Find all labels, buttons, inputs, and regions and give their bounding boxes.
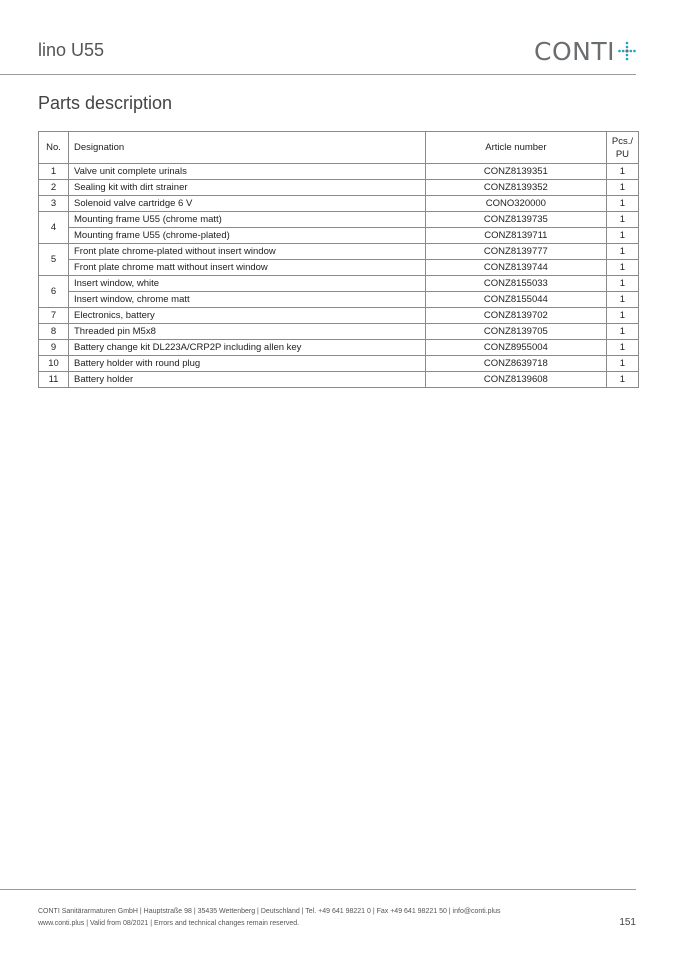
table-row — [39, 212, 639, 228]
cell-article-number: CONZ8155044 — [425, 292, 606, 308]
cell-article-number: CONZ8155033 — [425, 276, 606, 292]
cell-pcs-pu: 1 — [606, 180, 638, 196]
cell-article-number: CONZ8139711 — [425, 228, 606, 244]
cell-pcs-pu: 1 — [606, 228, 638, 244]
cell-no: 4 — [39, 212, 69, 244]
cell-no: 3 — [39, 196, 69, 212]
cell-no: 1 — [39, 164, 69, 180]
document-title: lino U55 — [38, 40, 105, 60]
cell-designation: Battery change kit DL223A/CRP2P including allen key — [69, 340, 426, 356]
cell-pcs-pu: 1 — [606, 292, 638, 308]
cell-article-number: CONZ8139702 — [425, 308, 606, 324]
header-no: No. — [39, 132, 69, 164]
cell-designation: Insert window, chrome matt — [69, 292, 426, 308]
cell-no: 5 — [39, 244, 69, 276]
table-row — [39, 308, 639, 324]
cell-no: 6 — [39, 276, 69, 308]
table-row — [39, 340, 639, 356]
header-pcs-line1: Pcs./ — [611, 135, 633, 147]
cell-designation: Solenoid valve cartridge 6 V — [69, 196, 426, 212]
cell-pcs-pu: 1 — [606, 212, 638, 228]
cell-designation: Mounting frame U55 (chrome-plated) — [69, 228, 426, 244]
cell-designation: Mounting frame U55 (chrome matt) — [69, 212, 426, 228]
cell-no: 10 — [39, 356, 69, 372]
section-title: Parts description — [38, 93, 173, 113]
table-row — [39, 196, 639, 212]
table-row — [39, 276, 639, 292]
table-row — [39, 324, 639, 340]
cell-no: 11 — [39, 372, 69, 388]
cell-article-number: CONZ8139705 — [425, 324, 606, 340]
footer-divider — [0, 889, 636, 890]
cell-pcs-pu: 1 — [606, 308, 638, 324]
table-row — [39, 180, 639, 196]
table-row — [39, 292, 639, 308]
cell-no: 9 — [39, 340, 69, 356]
page-number: 151 — [619, 917, 636, 928]
table-row — [39, 164, 639, 180]
cell-article-number: CONZ8139777 — [425, 244, 606, 260]
cell-no: 8 — [39, 324, 69, 340]
cell-designation: Battery holder with round plug — [69, 356, 426, 372]
table-row — [39, 228, 639, 244]
conti-cross-logo-icon — [618, 41, 636, 61]
cell-designation: Insert window, white — [69, 276, 426, 292]
table-row — [39, 356, 639, 372]
cell-no: 2 — [39, 180, 69, 196]
cell-designation: Front plate chrome matt without insert window — [69, 260, 426, 276]
cell-pcs-pu: 1 — [606, 372, 638, 388]
cell-pcs-pu: 1 — [606, 260, 638, 276]
parts-table — [38, 131, 639, 388]
cell-designation: Electronics, battery — [69, 308, 426, 324]
table-row — [39, 372, 639, 388]
footer-company-info: CONTI Sanitärarmaturen GmbH | Hauptstraße 98 | 35435 Wettenberg | Deutschland | Tel. +49 641 98221 0 | Fax +49 641 98221 50 | info@conti.plus — [38, 908, 501, 915]
cell-article-number: CONZ8139351 — [425, 164, 606, 180]
cell-pcs-pu: 1 — [606, 196, 638, 212]
cell-pcs-pu: 1 — [606, 164, 638, 180]
header-pcs-line2: PU — [615, 148, 630, 160]
header-divider — [0, 74, 636, 75]
cell-pcs-pu: 1 — [606, 244, 638, 260]
table-row — [39, 260, 639, 276]
table-header-row — [39, 132, 639, 164]
cell-article-number: CONZ8139735 — [425, 212, 606, 228]
cell-pcs-pu: 1 — [606, 356, 638, 372]
cell-pcs-pu: 1 — [606, 276, 638, 292]
cell-article-number: CONZ8955004 — [425, 340, 606, 356]
table-row — [39, 244, 639, 260]
cell-designation: Valve unit complete urinals — [69, 164, 426, 180]
cell-article-number: CONZ8139352 — [425, 180, 606, 196]
cell-article-number: CONZ8639718 — [425, 356, 606, 372]
cell-no: 7 — [39, 308, 69, 324]
header-pcs-pu — [606, 132, 638, 164]
logo-text: CONTI — [534, 36, 615, 66]
cell-designation: Threaded pin M5x8 — [69, 324, 426, 340]
cell-designation: Front plate chrome-plated without insert window — [69, 244, 426, 260]
header-designation: Designation — [69, 132, 426, 164]
header-article-number: Article number — [425, 132, 606, 164]
cell-designation: Sealing kit with dirt strainer — [69, 180, 426, 196]
footer-website-info: www.conti.plus | Valid from 08/2021 | Errors and technical changes remain reserved. — [38, 920, 300, 927]
cell-pcs-pu: 1 — [606, 324, 638, 340]
cell-pcs-pu: 1 — [606, 340, 638, 356]
cell-article-number: CONZ8139608 — [425, 372, 606, 388]
cell-article-number: CONZ8139744 — [425, 260, 606, 276]
cell-designation: Battery holder — [69, 372, 426, 388]
cell-article-number: CONO320000 — [425, 196, 606, 212]
conti-logo — [534, 36, 636, 66]
